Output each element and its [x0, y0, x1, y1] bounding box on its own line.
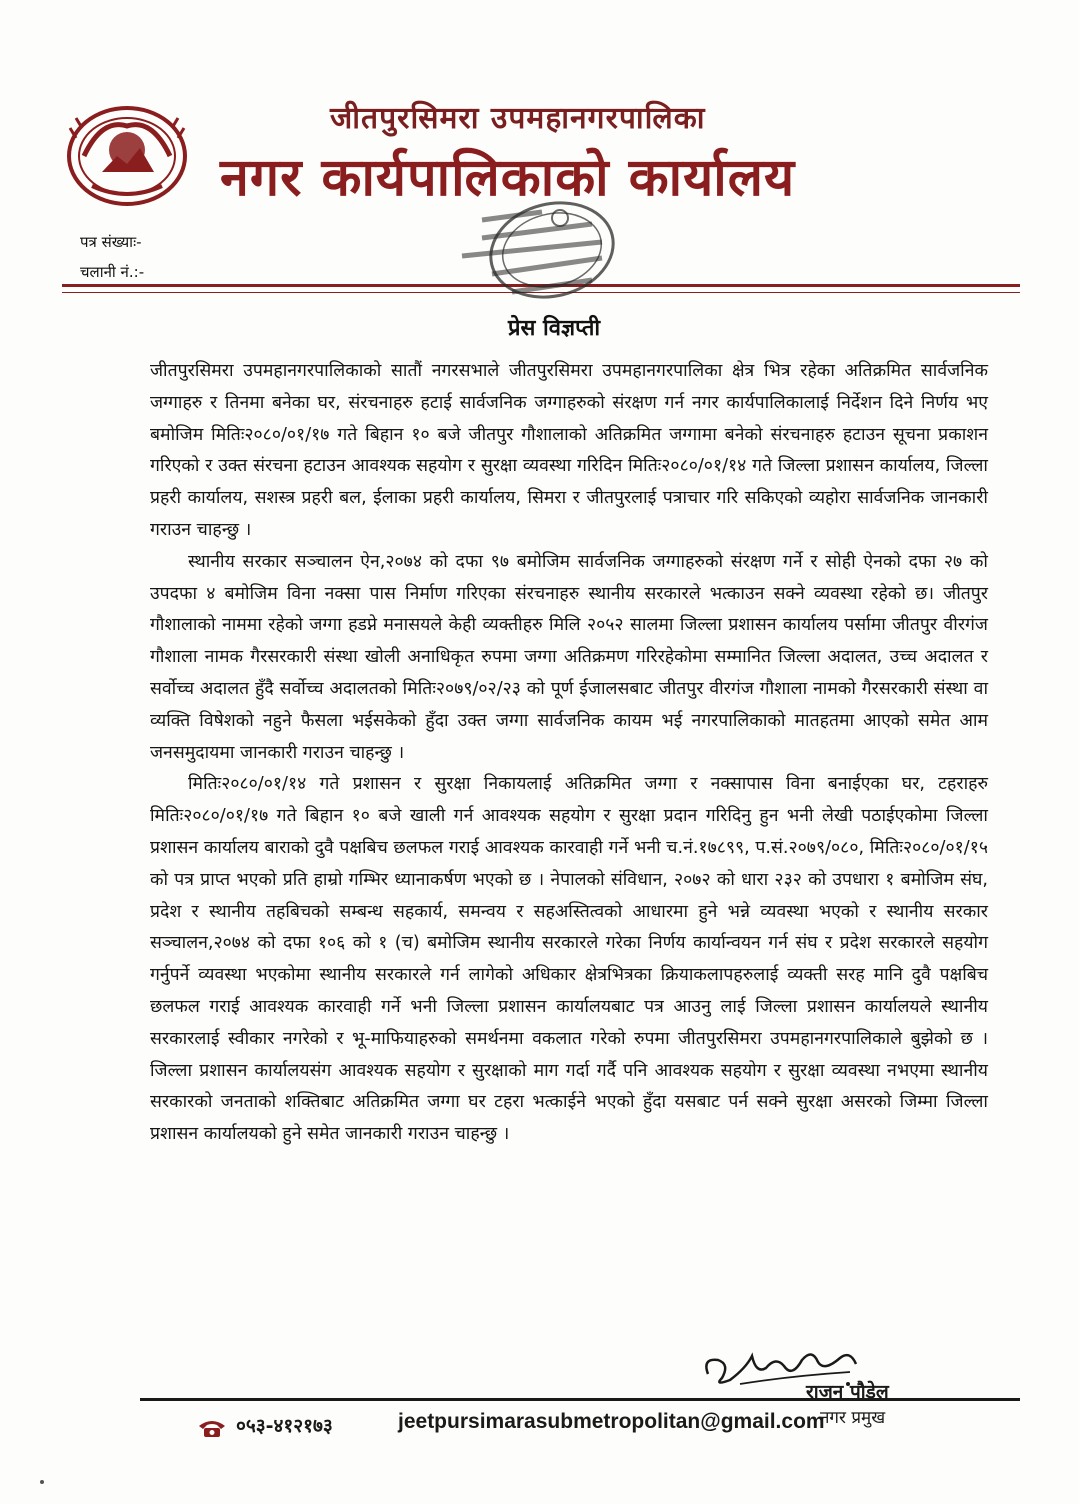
- footer-phone: ०५३-४१२१७३: [236, 1415, 333, 1437]
- signatory-title: नगर प्रमुख: [820, 1408, 886, 1428]
- scan-speck: [40, 1480, 44, 1484]
- body-paragraph-2: स्थानीय सरकार सञ्चालन ऐन,२०७४ को दफा ९७ बमोजिम सार्वजनिक जग्गाहरुको संरक्षण गर्ने र सोही ऐनको दफा २७ को उपदफा ४ बमोजिम विना नक्सा पास निर्माण गरिएका संरचनाहरु स्थानीय सरकारले भत्काउन सक्ने व्यवस्था रहेको छ। जीतपुर गौशालाको नाममा रहेको जग्गा हडप्ने मनासयले केही व्यक्तीहरु मिलि २०५२ सालमा जिल्ला प्रशासन कार्यालय पर्सामा जीतपुर वीरगंज गौशाला नामक गैरसरकारी संस्था खोली अनाधिकृत रुपमा जग्गा अतिक्रमण गरिरहेकोमा सम्मानित जिल्ला अदालत, उच्च अदालत र सर्वोच्च अदालत हुँदै सर्वोच्च अदालतको मितिः२०७९/०२/२३ को पूर्ण ईजालसबाट जीतपुर वीरगंज गौशाला नामको गैरसरकारी संस्था वा व्यक्ति विषेशको नहुने फैसला भईसकेको हुँदा उक्त जग्गा सार्वजनिक कायम भई नगरपालिकाको मातहतमा आएको समेत आम जनसमुदायमा जानकारी गराउन चाहन्छु ।: [150, 551, 988, 763]
- signatory-name: राजन पौडेल: [806, 1381, 889, 1403]
- document-heading: प्रेस विज्ञप्ती: [508, 316, 601, 341]
- dispatch-number-label: चलानी नं.:-: [80, 263, 145, 281]
- footer-email[interactable]: jeetpursimarasubmetropolitan@gmail.com: [398, 1410, 825, 1433]
- office-name: नगर कार्यपालिकाको कार्यालय: [220, 148, 796, 208]
- phone-icon: [197, 1418, 227, 1438]
- municipality-name: जीतपुरसिमरा उपमहानगरपालिका: [330, 101, 706, 136]
- stamp-icon: [442, 198, 642, 318]
- emblem-icon: [62, 98, 192, 210]
- letter-number-label: पत्र संख्याः-: [80, 233, 142, 251]
- body-paragraph-1: जीतपुरसिमरा उपमहानगरपालिकाको सातौं नगरसभाले जीतपुरसिमरा उपमहानगरपालिका क्षेत्र भित्र रहेका अतिक्रमित सार्वजनिक जग्गाहरु र तिनमा बनेका घर, संरचनाहरु हटाई सार्वजनिक जग्गाहरुको संरक्षण गर्न नगर कार्यपालिकालाई निर्देशन दिने निर्णय भए बमोजिम मितिः२०८०/०१/१७ गते बिहान १० बजे जीतपुर गौशालाको अतिक्रमित जग्गामा बनेको संरचनाहरु हटाउन सूचना प्रकाशन गरिएको र उक्त संरचना हटाउन आवश्यक सहयोग र सुरक्षा व्यवस्था गरिदिन मितिः२०८०/०१/१४ गते जिल्ला प्रशासन कार्यालय, जिल्ला प्रहरी कार्यालय, सशस्त्र प्रहरी बल, ईलाका प्रहरी कार्यालय, सिमरा र जीतपुरलाई पत्राचार गरि सकिएको व्यहोरा सार्वजनिक जानकारी गराउन चाहन्छु ।: [150, 361, 988, 540]
- press-release-body: [150, 356, 988, 1151]
- body-paragraph-3: मितिः२०८०/०१/१४ गते प्रशासन र सुरक्षा निकायलाई अतिक्रमित जग्गा र नक्सापास विना बनाईएका घर, टहराहरु मितिः२०८०/०१/१७ गते बिहान १० बजे खाली गर्न आवश्यक सहयोग र सुरक्षा प्रदान गरिदिनु हुन भनी लेखी पठाईएकोमा जिल्ला प्रशासन कार्यालय बाराको दुवै पक्षबिच छलफल गराई आवश्यक कारवाही गर्ने भनी च.नं.१७८९९, प.सं.२०७९/०८०, मितिः२०८०/०१/१५ को पत्र प्राप्त भएको प्रति हाम्रो गम्भिर ध्यानाकर्षण भएको छ । नेपालको संविधान, २०७२ को धारा २३२ को उपधारा १ बमोजिम संघ, प्रदेश र स्थानीय तहबिचको सम्बन्ध सहकार्य, समन्वय र सहअस्तित्वको आधारमा हुने भन्ने व्यवस्था भएको र स्थानीय सरकार सञ्चालन,२०७४ को दफा १०६ को १ (च) बमोजिम स्थानीय सरकारले गरेका निर्णय कार्यान्वयन गर्न संघ र प्रदेश सरकारले सहयोग गर्नुपर्ने व्यवस्था भएकोमा स्थानीय सरकारले गर्न लागेको अधिकार क्षेत्रभित्रका क्रियाकलापहरुलाई व्यक्ती सरह मानि दुवै पक्षबिच छलफल गराई आवश्यक कारवाही गर्ने भनी जिल्ला प्रशासन कार्यालयबाट पत्र आउनु लाई जिल्ला प्रशासन कार्यालयले स्थानीय सरकारलाई स्वीकार नगरेको र भू-माफियाहरुको समर्थनमा वकलात गरेको रुपमा जीतपुरसिमरा उपमहानगरपालिकाले बुझेको छ । जिल्ला प्रशासन कार्यालयसंग आवश्यक सहयोग र सुरक्षाको माग गर्दा गर्दै पनि आवश्यक सहयोग र सुरक्षा व्यवस्था नभएमा स्थानीय सरकारको जनताको शक्तिबाट अतिक्रमित जग्गा घर टहरा भत्काईने भएको हुँदा यसबाट पर्न सक्ने सुरक्षा असरको जिम्मा जिल्ला प्रशासन कार्यालयको हुने समेत जानकारी गराउन चाहन्छु ।: [150, 774, 988, 1145]
